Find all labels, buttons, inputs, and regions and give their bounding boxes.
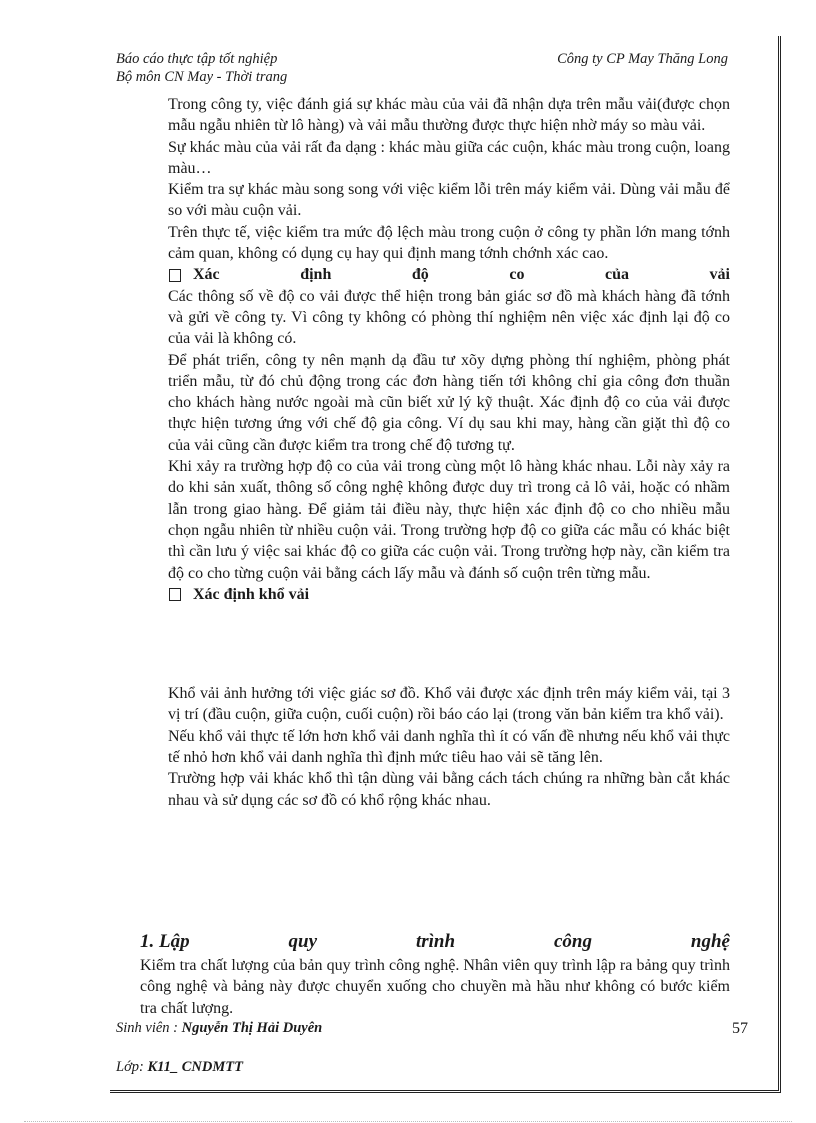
- class-label: Lớp:: [116, 1059, 148, 1075]
- report-title: Báo cáo thực tập tốt nghiệp: [116, 51, 278, 67]
- blank-space: [168, 605, 730, 683]
- paragraph: Các thông số về độ co vải được thể hiện trong bản giác sơ đồ mà khách hàng đã tớnh và gửi về công ty. Vì công ty không có phòng thí nghiệm nên việc xác định lại độ co của vải là không có.: [168, 287, 730, 348]
- page-footer: [116, 1020, 748, 1076]
- heading-text: Xác định khổ vải: [193, 585, 310, 603]
- section-paragraph: Kiểm tra chất lượng của bản quy trình công nghệ. Nhân viên quy trình lập ra bảng quy trình công nghệ và bảng này được chuyển xuống cho chuyền mà hầu như không có bước kiểm tra chất lượng.: [140, 957, 730, 1017]
- student-name: Nguyễn Thị Hải Duyên: [181, 1020, 323, 1036]
- title-word: quy: [288, 931, 318, 952]
- section-process: [140, 930, 730, 1019]
- square-bullet-icon: [169, 269, 181, 282]
- paragraph: Trường hợp vải khác khổ thì tận dùng vải bằng cách tách chúng ra những bàn cắt khác nhau và sử dụng các sơ đồ có khổ rộng khác nhau.: [168, 770, 730, 809]
- paragraph: Trong công ty, việc đánh giá sự khác màu của vải đã nhận dựa trên mẫu vải(được chọn mẫu ngẫu nhiên từ lô hàng) và vải mẫu thường được thực hiện nhờ máy so màu vải.: [168, 96, 730, 135]
- page-number: 57: [732, 1020, 748, 1037]
- paragraph: Nếu khổ vải thực tế lớn hơn khổ vải danh nghĩa thì ít có vấn đề nhưng nếu khổ vải thực tế nhỏ hơn khổ vải danh nghĩa thì định mức tiêu hao vải sẽ tăng lên.: [168, 727, 730, 767]
- title-word: 1. Lập: [140, 931, 190, 952]
- heading-word: Xác: [193, 266, 220, 284]
- heading-word: của: [605, 266, 629, 284]
- page-header: [116, 50, 728, 86]
- square-bullet-icon: [169, 588, 181, 601]
- heading-word: độ: [411, 266, 429, 284]
- department-name: Bộ môn CN May - Thời trang: [116, 69, 288, 85]
- paragraph: Kiểm tra sự khác màu song song với việc kiểm lỗi trên máy kiểm vải. Dùng vải mẫu để so với màu cuộn vải.: [168, 181, 730, 220]
- title-word: trình: [415, 931, 456, 952]
- section-title: [140, 930, 730, 954]
- paragraph: Để phát triển, công ty nên mạnh dạ đầu tư xõy dựng phòng thí nghiệm, phòng phát triển mẫu, từ đó chủ động trong các đơn hàng tiến tới không chỉ gia công đơn thuần cho khách hàng nước ngoài mà cũn biết xử lý kỹ thuật. Xác định độ co của vải được thực hiện tương ứng với chế độ gia công. Ví dụ sau khi may, hàng cần giặt thì độ co của vải cũng cần được kiểm tra trong chế độ tương tự.: [168, 351, 730, 454]
- paragraph: Sự khác màu của vải rất đa dạng : khác màu giữa các cuộn, khác màu trong cuộn, loang màu…: [168, 138, 730, 177]
- title-word: nghệ: [690, 931, 730, 952]
- heading-fabric-width: [168, 584, 730, 605]
- page-divider: [24, 1121, 792, 1122]
- paragraph: Khi xảy ra trường hợp độ co của vải trong cùng một lô hàng khác nhau. Lỗi này xảy ra do khi sản xuất, thông số công nghệ không được duy trì trong cả lô vải, hoặc có nhầm lẫn trong giao hàng. Để giảm tải điều này, thực hiện xác định độ co cho nhiều mẫu chọn ngẫu nhiên từ nhiều cuộn vải. Trong trường hợp độ co giữa các mẫu có khác biệt thì cần lưu ý việc sai khác độ co giữa các cuộn vải. Trong trường hợp này, cần kiểm tra độ co cho từng cuộn vải bằng cách lấy mẫu và đánh số cuộn trên từng mẫu.: [168, 458, 730, 582]
- student-label: Sinh viên :: [116, 1020, 182, 1036]
- paragraph: Trên thực tế, việc kiểm tra mức độ lệch màu trong cuộn ở công ty phần lớn mang tớnh cảm quan, không có dụng cụ hay qui định mang tớnh chớnh xác cao.: [168, 223, 730, 263]
- company-name: Công ty CP May Thăng Long: [557, 51, 728, 67]
- title-word: công: [553, 931, 592, 952]
- class-name: K11_ CNDMTT: [147, 1059, 243, 1075]
- heading-shrinkage: [168, 264, 730, 285]
- paragraph: Khổ vải ảnh hưởng tới việc giác sơ đồ. Khổ vải được xác định trên máy kiểm vải, tại 3 vị trí (đầu cuộn, giữa cuộn, cuối cuộn) rồi báo cáo lại (trong văn bản kiểm tra khổ vải).: [168, 685, 730, 724]
- heading-word: vải: [709, 266, 730, 284]
- document-body: [168, 94, 730, 811]
- heading-word: co: [509, 266, 525, 284]
- heading-word: định: [300, 266, 332, 284]
